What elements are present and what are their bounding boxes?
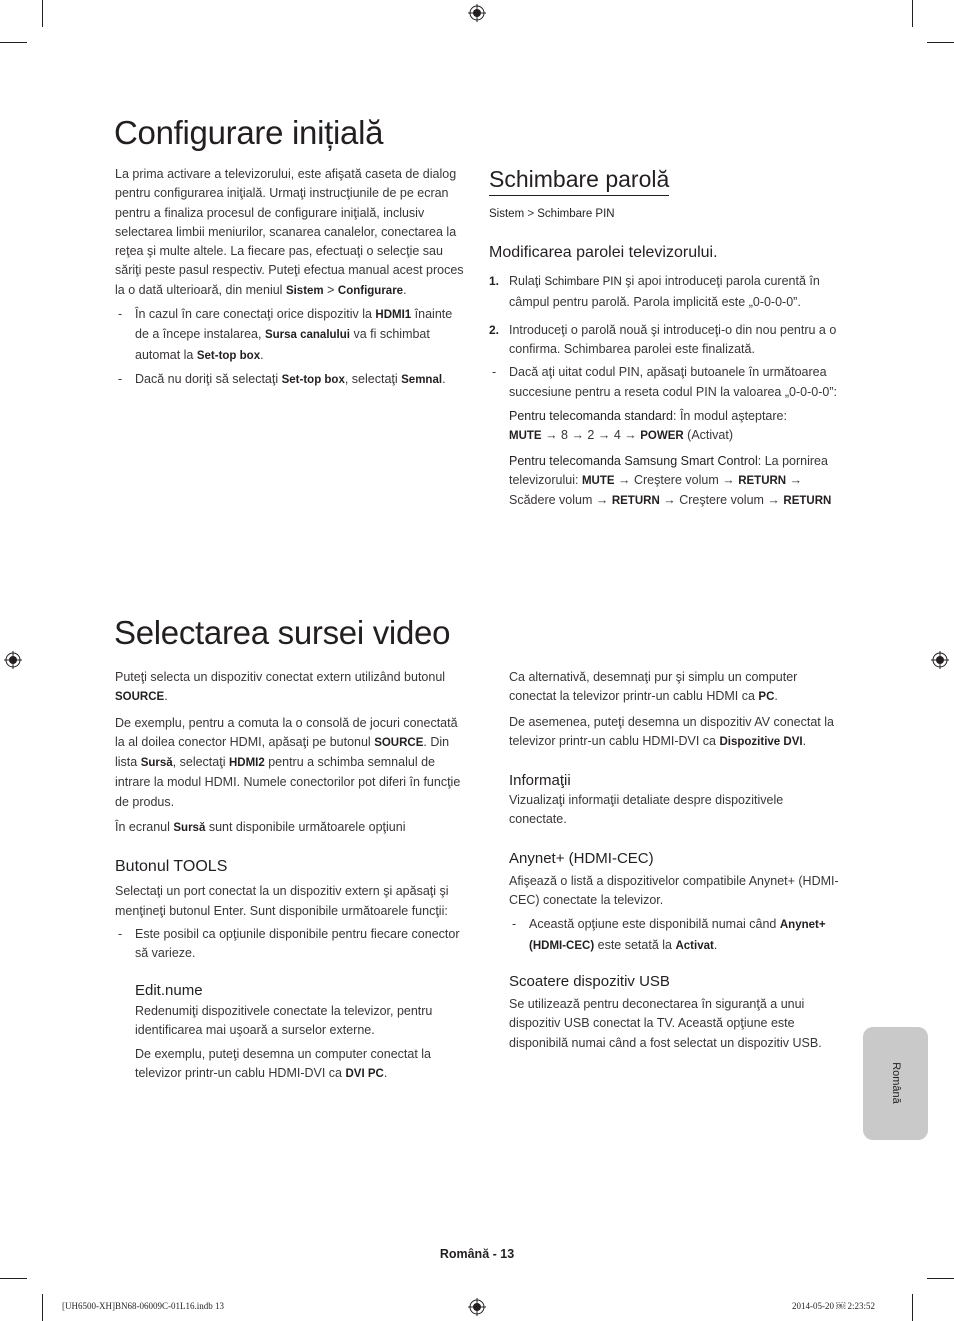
tools-title: Butonul TOOLS: [115, 858, 228, 876]
crop-mark: [42, 1294, 43, 1321]
password-title: Schimbare parolă: [489, 166, 669, 196]
registration-mark-icon: [4, 651, 22, 669]
initial-setup-column: [115, 165, 465, 390]
crop-mark: [927, 42, 954, 43]
usb-title: Scoatere dispozitiv USB: [509, 972, 670, 990]
step-1: 1. Rulaţi Schimbare PIN şi apoi introduceţi parola curentă în câmpul pentru parolă. Parola implicită este „0-0-0-0”.: [489, 274, 820, 309]
edit-name-title: Edit.nume: [135, 981, 203, 999]
crop-mark: [0, 1278, 27, 1279]
footer-file-info: [UH6500-XH]BN68-06009C-01L16.indb 13: [62, 1301, 224, 1311]
section-title-initial-setup: Configurare inițială: [114, 114, 384, 151]
source-paragraph-3: În ecranul Sursă sunt disponibile următoarele opţiuni: [115, 820, 406, 835]
edit-name-example: De exemplu, puteţi desemna un computer conectat la televizor printr-un cablu HDMI-DVI ca DVI PC.: [135, 1047, 432, 1081]
note-hdmi1: - În cazul în care conectaţi orice dispozitiv la HDMI1 înainte de a începe instalarea, Sursa canalului va fi schimbat automat la Set-top box.: [115, 305, 465, 366]
footer-timestamp: 2014-05-20 ￼ 2:23:52: [792, 1301, 875, 1311]
section-title-video-source: Selectarea sursei video: [114, 614, 451, 651]
initial-setup-intro: La prima activare a televizorului, este afişată caseta de dialog pentru configurarea iniţială. Urmaţi instrucţiunile de pe ecran pentru a finaliza procesul de configurare iniţială, inclusiv selectarea limbii meniurilor, scanarea canalelor, conectarea la reţea şi multe altele. La fiecare pas, efectuaţi o selecţie sau săriţi peste pasul respectiv. Puteţi efectua manual acest proces la o dată ulterioară, din meniul Sistem > Configurare.: [115, 167, 464, 297]
crop-mark: [0, 42, 27, 43]
password-subtitle: Modificarea parolei televizorului.: [489, 244, 718, 262]
source-paragraph-1: Puteţi selecta un dispozitiv conectat extern utilizând butonul SOURCE.: [115, 670, 446, 704]
anynet-title: Anynet+ (HDMI-CEC): [509, 849, 654, 867]
crop-mark: [42, 0, 43, 27]
tools-text: Selectaţi un port conectat la un dispozitiv extern şi apăsaţi şi menţineţi butonul Enter. Sunt disponibile următoarele funcţii:: [115, 884, 449, 918]
note-set-top-box: - Dacă nu doriţi să selectaţi Set-top box, selectaţi Semnal.: [115, 370, 465, 390]
pin-reset-note: - Dacă aţi uitat codul PIN, apăsaţi butoanele în următoarea succesiune pentru a reseta codul PIN la valoarea „0-0-0-0”:: [489, 363, 841, 402]
anynet-text: Afişează o listă a dispozitivelor compatibile Anynet+ (HDMI-CEC) conectate la televizor.: [509, 873, 839, 908]
registration-mark-icon: [468, 4, 486, 22]
crop-mark: [912, 0, 913, 27]
usb-text: Se utilizează pentru deconectarea în siguranţă a unui dispozitiv USB conectat la TV. Această opţiune este disponibilă numai când a fost selectat un dispozitiv USB.: [509, 996, 822, 1050]
video-source-left-column: [115, 668, 465, 1085]
crop-mark: [927, 1278, 954, 1279]
standard-remote-sequence: Pentru telecomanda standard: În modul aşteptare: MUTE → 8 → 2 → 4 → POWER (Activat): [509, 409, 787, 443]
smart-remote-sequence: Pentru telecomanda Samsung Smart Control: La pornirea televizorului: MUTE → Creştere volum → RETURN → Scădere volum → RETURN → Creştere volum → RETURN: [509, 453, 832, 508]
pc-alias-paragraph: Ca alternativă, desemnaţi pur şi simplu un computer conectat la televizor printr-un cablu HDMI ca PC.: [509, 670, 798, 704]
anynet-note: - Această opţiune este disponibilă numai când Anynet+ (HDMI-CEC) este setată la Activat.: [509, 915, 841, 956]
edit-name-text: Redenumiţi dispozitivele conectate la televizor, pentru identificarea mai uşoară a surselor externe.: [135, 1003, 433, 1037]
page-number: Română - 13: [439, 1247, 515, 1261]
info-text: Vizualizaţi informaţii detaliate despre dispozitivele conectate.: [509, 793, 784, 827]
video-source-right-column: [509, 668, 841, 1053]
tools-note: - Este posibil ca opţiunile disponibile pentru fiecare conector să varieze.: [115, 925, 465, 964]
registration-mark-icon: [931, 651, 949, 669]
registration-mark-icon: [468, 1298, 486, 1316]
language-side-tab: Română: [863, 1027, 928, 1140]
info-title: Informaţii: [509, 772, 571, 790]
av-alias-paragraph: De asemenea, puteţi desemna un dispozitiv AV conectat la televizor printr-un cablu HDMI-DVI ca Dispozitive DVI.: [509, 714, 834, 748]
menu-path: Sistem > Schimbare PIN: [489, 208, 615, 220]
step-2: 2. Introduceţi o parolă nouă şi introduceţi-o din nou pentru a o confirma. Schimbarea parolei este finalizată.: [489, 322, 837, 357]
source-paragraph-2: De exemplu, pentru a comuta la o consolă de jocuri conectată la al doilea conector HDMI, apăsaţi pe butonul SOURCE. Din lista Sursă, selectaţi HDMI2 pentru a schimba semnalul de intrare la modul HDMI. Numele conectorilor pot diferi în funcţie de produs.: [115, 715, 461, 809]
password-column: [489, 166, 841, 512]
edit-name-block: [115, 982, 465, 1085]
crop-mark: [912, 1294, 913, 1321]
